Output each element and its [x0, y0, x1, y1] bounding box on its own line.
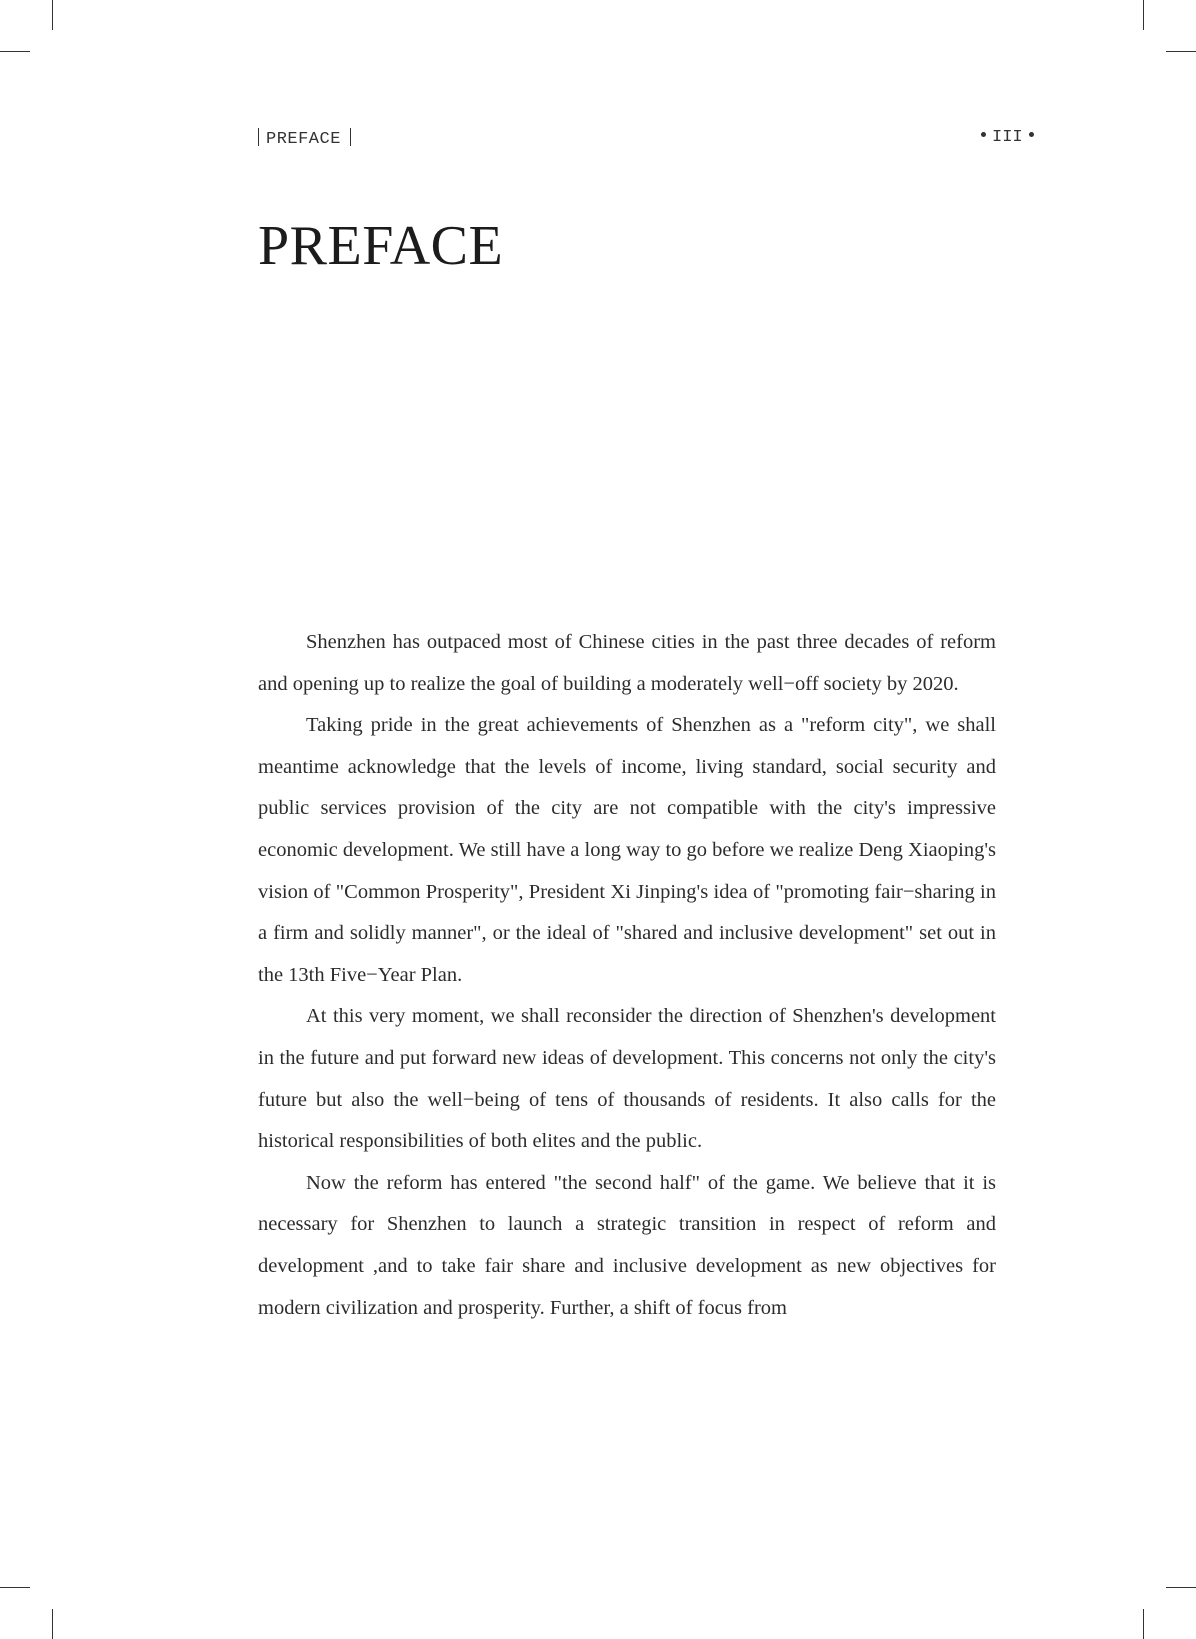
body-text [258, 622, 996, 1329]
paragraph: Taking pride in the great achievements of Shenzhen as a "reform city", we shall meantime acknowledge that the levels of income, living standard, social security and public services provision of the city are not compatible with the city's impressive economic development. We still have a long way to go before we realize Deng Xiaoping's vision of "Common Prosperity", President Xi Jinping's idea of "promoting fair−sharing in a firm and solidly manner", or the ideal of "shared and inclusive development" set out in the 13th Five−Year Plan. [258, 714, 996, 986]
page-title: PREFACE [258, 215, 504, 277]
page-number [975, 128, 1040, 147]
paragraph: Shenzhen has outpaced most of Chinese cities in the past three decades of reform and opening up to realize the goal of building a moderately well−off society by 2020. [258, 631, 996, 695]
crop-mark-bottom-left-horizontal [0, 1587, 30, 1588]
crop-mark-bottom-right-horizontal [1166, 1587, 1196, 1588]
page-number-value: III [992, 128, 1023, 147]
crop-mark-bottom-right-vertical [1143, 1609, 1144, 1639]
running-head-left-rule [258, 128, 259, 146]
page-number-right-bullet [1029, 132, 1034, 137]
running-head-section: PREFACE [266, 130, 341, 149]
crop-mark-top-right-vertical [1143, 0, 1144, 30]
paragraph: At this very moment, we shall reconsider the direction of Shenzhen's development in the future and put forward new ideas of development. This concerns not only the city's future but also the well−being of tens of thousands of residents. It also calls for the historical responsibilities of both elites and the public. [258, 1005, 996, 1153]
crop-mark-top-left-horizontal [0, 51, 30, 52]
paragraph: Now the reform has entered "the second half" of the game. We believe that it is necessary for Shenzhen to launch a strategic transition in respect of reform and development ,and to take fair share and inclusive development as new objectives for modern civilization and prosperity. Further, a shift of focus from [258, 1171, 996, 1319]
page-number-left-bullet [981, 132, 986, 137]
running-head [258, 128, 351, 149]
crop-mark-bottom-left-vertical [52, 1609, 53, 1639]
crop-mark-top-right-horizontal [1166, 51, 1196, 52]
crop-mark-top-left-vertical [52, 0, 53, 30]
running-head-right-rule [350, 128, 351, 146]
